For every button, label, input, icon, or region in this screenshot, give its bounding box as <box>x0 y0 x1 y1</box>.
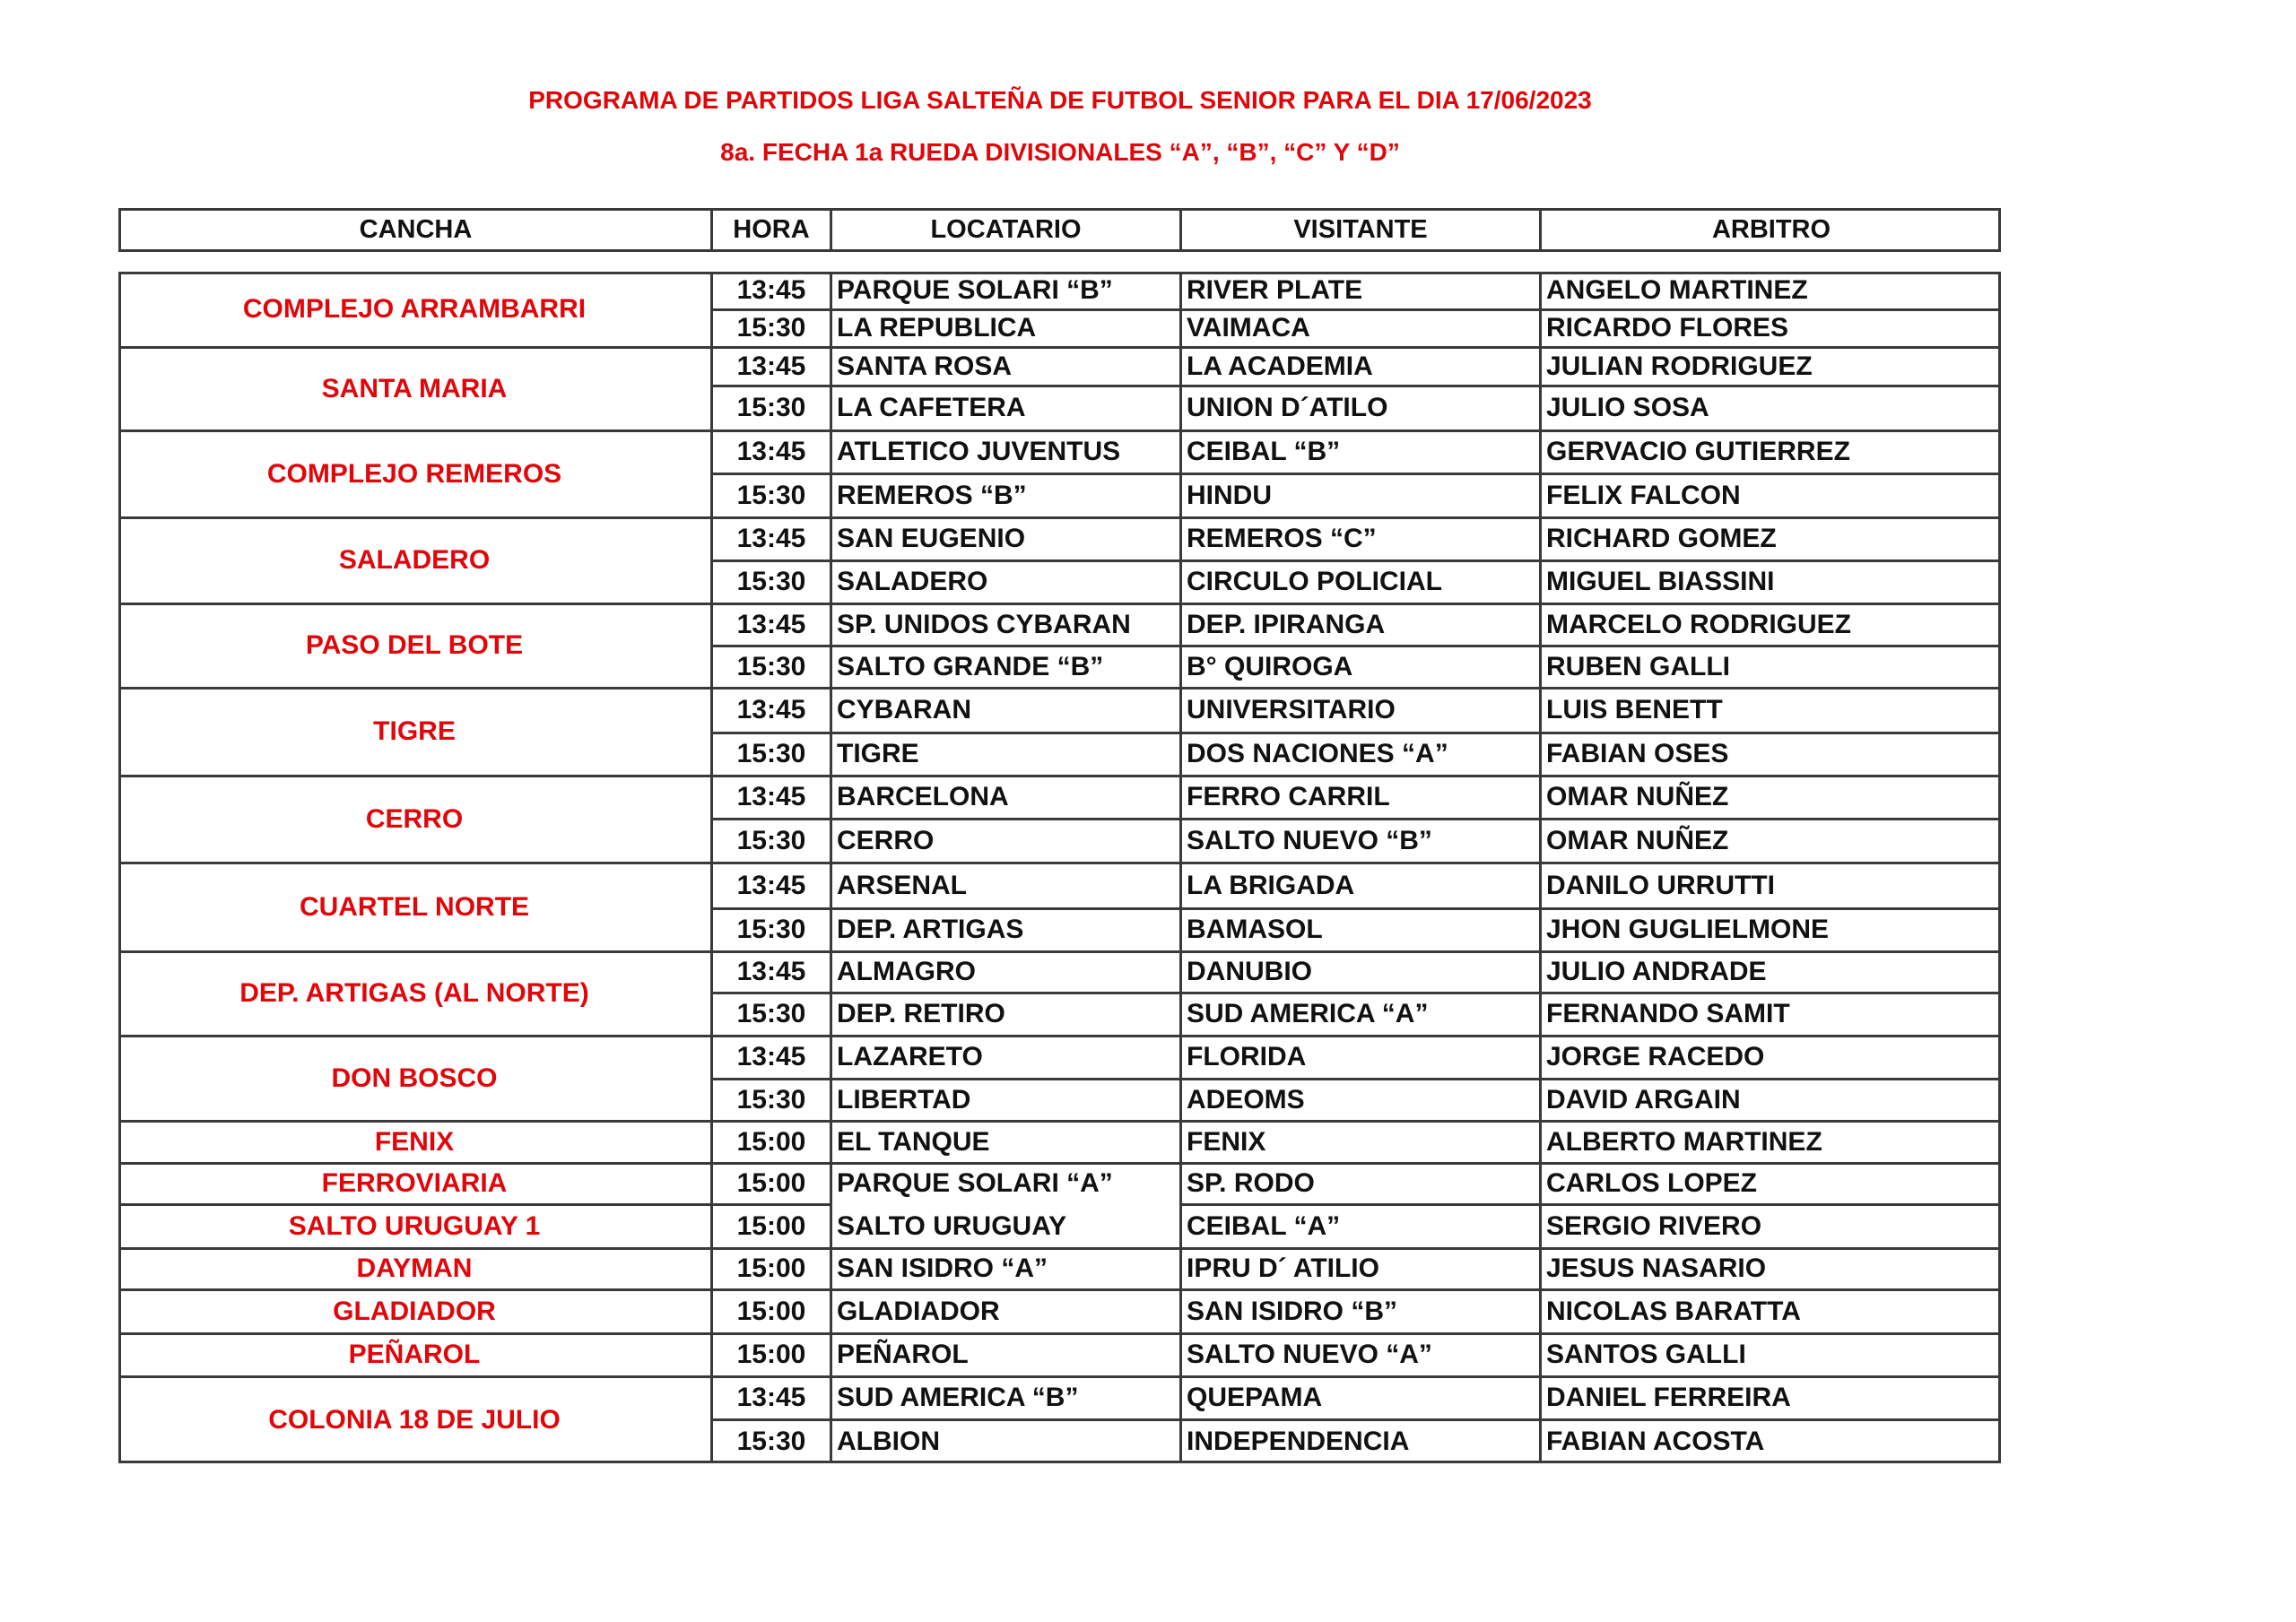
visitante-cell: SUD AMERICA “A” <box>1187 999 1429 1028</box>
arbitro-cell: OMAR NUÑEZ <box>1546 782 1729 811</box>
visitante-cell: QUEPAMA <box>1187 1383 1323 1412</box>
hora-cell: 13:45 <box>736 351 806 381</box>
table-row <box>121 517 1998 560</box>
arbitro-cell: MARCELO RODRIGUEZ <box>1546 609 1851 639</box>
hora-cell: 13:45 <box>736 275 806 305</box>
hora-cell: 15:30 <box>736 393 806 422</box>
locatario-cell: BARCELONA <box>837 782 1009 811</box>
arbitro-cell: FELIX FALCON <box>1546 480 1741 510</box>
cancha-cell: TIGRE <box>373 716 456 746</box>
table-row <box>121 1376 1998 1419</box>
arbitro-cell: SANTOS GALLI <box>1546 1340 1746 1369</box>
cancha-cell: PASO DEL BOTE <box>305 630 524 660</box>
locatario-cell: SP. UNIDOS CYBARAN <box>837 609 1131 639</box>
locatario-cell: DEP. ARTIGAS <box>837 915 1024 944</box>
locatario-cell: LA CAFETERA <box>837 393 1026 422</box>
table-row <box>121 309 1998 347</box>
hora-cell: 13:45 <box>736 609 806 639</box>
visitante-cell: RIVER PLATE <box>1187 275 1363 305</box>
arbitro-cell: DANIEL FERREIRA <box>1546 1383 1791 1412</box>
locatario-cell: LA REPUBLICA <box>837 313 1037 343</box>
hora-cell: 15:30 <box>736 651 806 681</box>
arbitro-cell: FERNANDO SAMIT <box>1546 999 1790 1028</box>
arbitro-cell: RICARDO FLORES <box>1546 313 1788 343</box>
arbitro-cell: JHON GUGLIELMONE <box>1546 915 1830 944</box>
hora-cell: 15:30 <box>736 567 806 596</box>
locatario-cell: GLADIADOR <box>837 1296 1000 1326</box>
visitante-cell: SP. RODO <box>1187 1168 1315 1198</box>
locatario-cell: EL TANQUE <box>837 1126 990 1157</box>
visitante-cell: CEIBAL “B” <box>1187 437 1341 466</box>
visitante-cell: SALTO NUEVO “B” <box>1187 825 1432 855</box>
cancha-cell: FERROVIARIA <box>321 1168 508 1198</box>
cancha-cell: CERRO <box>365 803 464 834</box>
arbitro-cell: MIGUEL BIASSINI <box>1546 567 1775 596</box>
cancha-cell: GLADIADOR <box>333 1296 496 1326</box>
cancha-cell: DEP. ARTIGAS (AL NORTE) <box>239 978 589 1008</box>
hora-cell: 13:45 <box>736 957 806 986</box>
hora-cell: 13:45 <box>736 695 806 724</box>
arbitro-cell: NICOLAS BARATTA <box>1546 1296 1801 1326</box>
hora-cell: 15:30 <box>736 1426 806 1456</box>
arbitro-cell: ANGELO MARTINEZ <box>1546 275 1808 305</box>
locatario-cell: PARQUE SOLARI “B” <box>837 275 1113 305</box>
table-row <box>121 1163 1998 1204</box>
locatario-cell: REMEROS “B” <box>837 480 1027 510</box>
header-locatario: LOCATARIO <box>930 215 1082 244</box>
table-row <box>121 819 1998 863</box>
locatario-cell: CYBARAN <box>837 695 971 724</box>
hora-cell: 15:30 <box>736 915 806 944</box>
locatario-cell: SUD AMERICA “B” <box>837 1383 1079 1412</box>
locatario-cell: PEÑAROL <box>837 1340 969 1369</box>
visitante-cell: SALTO NUEVO “A” <box>1187 1340 1432 1369</box>
hora-cell: 13:45 <box>736 782 806 811</box>
locatario-cell: PARQUE SOLARI “A” <box>837 1168 1113 1198</box>
locatario-cell: ARSENAL <box>837 870 968 900</box>
merged-cell-gap <box>832 1203 1179 1206</box>
visitante-cell: FENIX <box>1187 1126 1266 1157</box>
cancha-cell: FENIX <box>374 1126 455 1157</box>
table-row <box>121 1036 1998 1079</box>
arbitro-cell: OMAR NUÑEZ <box>1546 825 1729 855</box>
visitante-cell: FERRO CARRIL <box>1187 782 1390 811</box>
table-row <box>121 1333 1998 1376</box>
cancha-cell: PEÑAROL <box>348 1340 481 1369</box>
visitante-cell: IPRU D´ ATILIO <box>1187 1253 1379 1283</box>
arbitro-cell: LUIS BENETT <box>1546 695 1723 724</box>
hora-cell: 13:45 <box>736 1042 806 1071</box>
hora-cell: 13:45 <box>736 870 806 900</box>
arbitro-cell: JESUS NASARIO <box>1546 1253 1767 1283</box>
visitante-cell: LA BRIGADA <box>1187 870 1355 900</box>
locatario-cell: SANTA ROSA <box>837 351 1012 381</box>
arbitro-cell: JORGE RACEDO <box>1546 1042 1765 1071</box>
visitante-cell: FLORIDA <box>1187 1042 1307 1071</box>
table-row <box>121 1248 1998 1289</box>
visitante-cell: DEP. IPIRANGA <box>1187 609 1386 639</box>
cancha-cell: COMPLEJO ARRAMBARRI <box>242 294 587 324</box>
hora-cell: 15:30 <box>736 999 806 1028</box>
locatario-cell: ATLETICO JUVENTUS <box>837 437 1121 466</box>
schedule-table <box>118 272 2001 1463</box>
table-row <box>121 1289 1998 1333</box>
table-row <box>121 347 1998 386</box>
arbitro-cell: JULIO SOSA <box>1546 393 1709 422</box>
visitante-cell: INDEPENDENCIA <box>1187 1426 1410 1456</box>
header-arbitro: ARBITRO <box>1711 215 1831 244</box>
arbitro-cell: RUBEN GALLI <box>1546 651 1730 681</box>
hora-cell: 15:00 <box>736 1126 806 1157</box>
hora-cell: 15:00 <box>736 1340 806 1369</box>
table-row <box>121 430 1998 473</box>
column-divider <box>710 211 713 249</box>
arbitro-cell: RICHARD GOMEZ <box>1546 524 1777 553</box>
table-row <box>121 993 1998 1036</box>
arbitro-cell: FABIAN OSES <box>1546 739 1729 768</box>
table-row <box>121 386 1998 430</box>
locatario-cell: ALMAGRO <box>837 957 976 986</box>
table-row <box>121 733 1998 776</box>
cancha-cell: COMPLEJO REMEROS <box>266 458 562 489</box>
table-row <box>121 1419 1998 1463</box>
hora-cell: 15:00 <box>736 1253 806 1283</box>
visitante-cell: REMEROS “C” <box>1187 524 1377 553</box>
hora-cell: 13:45 <box>736 437 806 466</box>
cancha-cell: SALTO URUGUAY 1 <box>288 1210 541 1241</box>
arbitro-cell: FABIAN ACOSTA <box>1546 1426 1765 1456</box>
cancha-cell: CUARTEL NORTE <box>299 891 530 922</box>
hora-cell: 15:30 <box>736 313 806 343</box>
locatario-cell: SALADERO <box>837 567 988 596</box>
table-row <box>121 776 1998 819</box>
visitante-cell: BAMASOL <box>1187 915 1323 944</box>
visitante-cell: ADEOMS <box>1187 1084 1305 1115</box>
table-row <box>121 1079 1998 1121</box>
hora-cell: 15:30 <box>736 739 806 768</box>
locatario-cell: LIBERTAD <box>837 1084 971 1115</box>
visitante-cell: DOS NACIONES “A” <box>1187 739 1448 768</box>
table-row <box>121 908 1998 951</box>
locatario-cell: TIGRE <box>837 739 919 768</box>
locatario-cell: SAN ISIDRO “A” <box>837 1253 1048 1283</box>
hora-cell: 15:00 <box>736 1296 806 1326</box>
locatario-cell: SAN EUGENIO <box>837 524 1026 553</box>
visitante-cell: B° QUIROGA <box>1187 651 1353 681</box>
visitante-cell: HINDU <box>1187 480 1272 510</box>
visitante-cell: UNION D´ATILO <box>1187 393 1388 422</box>
column-divider <box>830 211 832 249</box>
hora-cell: 13:45 <box>736 1383 806 1412</box>
visitante-cell: LA ACADEMIA <box>1187 351 1373 381</box>
table-header <box>118 208 2001 252</box>
visitante-cell: DANUBIO <box>1187 957 1312 986</box>
table-row <box>121 951 1998 993</box>
page-title: PROGRAMA DE PARTIDOS LIGA SALTEÑA DE FUTBOL SENIOR PARA EL DIA 17/06/2023 <box>528 86 1592 114</box>
table-row <box>121 603 1998 646</box>
table-row <box>121 688 1998 733</box>
cancha-cell: DON BOSCO <box>331 1063 498 1093</box>
arbitro-cell: JULIAN RODRIGUEZ <box>1546 351 1813 381</box>
arbitro-cell: SERGIO RIVERO <box>1546 1210 1762 1241</box>
column-divider <box>1539 211 1542 249</box>
hora-cell: 15:00 <box>736 1210 806 1241</box>
hora-cell: 15:30 <box>736 480 806 510</box>
hora-cell: 15:00 <box>736 1168 806 1198</box>
visitante-cell: SAN ISIDRO “B” <box>1187 1296 1398 1326</box>
locatario-cell: DEP. RETIRO <box>837 999 1005 1028</box>
cancha-cell: SALADERO <box>338 545 491 575</box>
visitante-cell: CIRCULO POLICIAL <box>1187 567 1442 596</box>
locatario-cell: SALTO GRANDE “B” <box>837 651 1104 681</box>
arbitro-cell: DANILO URRUTTI <box>1546 870 1775 900</box>
visitante-cell: CEIBAL “A” <box>1187 1210 1341 1241</box>
table-row <box>121 646 1998 688</box>
header-cancha: CANCHA <box>359 215 473 244</box>
hora-cell: 15:30 <box>736 1084 806 1115</box>
header-hora: HORA <box>733 215 810 244</box>
arbitro-cell: DAVID ARGAIN <box>1546 1084 1741 1115</box>
table-row <box>121 560 1998 603</box>
cancha-cell: SANTA MARIA <box>321 373 508 403</box>
cancha-cell: DAYMAN <box>356 1253 473 1283</box>
table-row <box>121 1204 1998 1248</box>
hora-cell: 13:45 <box>736 524 806 553</box>
visitante-cell: VAIMACA <box>1187 313 1310 343</box>
page-subtitle: 8a. FECHA 1a RUEDA DIVISIONALES “A”, “B”, “C” Y “D” <box>720 138 1400 166</box>
cancha-cell: COLONIA 18 DE JULIO <box>268 1404 561 1435</box>
locatario-cell: SALTO URUGUAY <box>837 1210 1067 1241</box>
table-row <box>121 1121 1998 1163</box>
visitante-cell: UNIVERSITARIO <box>1187 695 1396 724</box>
arbitro-cell: JULIO ANDRADE <box>1546 957 1767 986</box>
arbitro-cell: CARLOS LOPEZ <box>1546 1168 1758 1198</box>
hora-cell: 15:30 <box>736 825 806 855</box>
arbitro-cell: GERVACIO GUTIERREZ <box>1546 437 1850 466</box>
arbitro-cell: ALBERTO MARTINEZ <box>1546 1126 1822 1157</box>
header-visitante: VISITANTE <box>1293 215 1428 244</box>
table-row <box>121 863 1998 908</box>
locatario-cell: LAZARETO <box>837 1042 983 1071</box>
table-row <box>121 473 1998 517</box>
locatario-cell: ALBION <box>837 1426 940 1456</box>
column-divider <box>1179 211 1182 249</box>
locatario-cell: CERRO <box>837 825 935 855</box>
table-row <box>121 272 1998 309</box>
